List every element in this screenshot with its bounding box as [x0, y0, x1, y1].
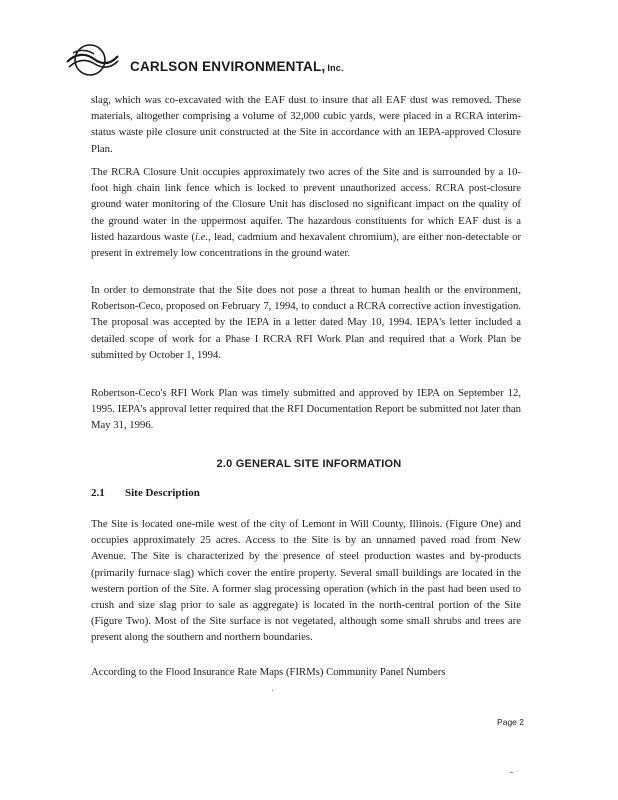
page-number: Page 2 — [497, 717, 524, 727]
closure-unit-text-part1: The RCRA Closure Unit occupies approximately two acres of the Site and is surrounded by a 10-foot high chain link fence which is locked to prevent unauthorized access. RCRA post-closure ground water monitoring of the Closure Unit has disclosed no significant impact on the quality of the ground water in the uppermost aquifer. The hazardous constituents for which EAF dust is a listed hazardous waste ( — [91, 166, 521, 243]
paragraph-flood-maps: According to the Flood Insurance Rate Maps (FIRMs) Community Panel Numbers — [91, 666, 446, 678]
paragraph-rfi-work-plan: Robertson-Ceco's RFI Work Plan was timely submitted and approved by IEPA on September 12, 1995. IEPA's approval letter required that the RFI Documentation Report be submitted not later than May 31, 1996. — [91, 387, 521, 432]
company-name — [130, 59, 344, 74]
section-heading: 2.0 GENERAL SITE INFORMATION — [216, 458, 402, 470]
paragraph-site-description: The Site is located one-mile west of the city of Lemont in Will County, Illinois. (Figure One) and occupies approximately 25 acres. Access to the Site is by an unnamed paved road from New Avenue. The Site is characterized by the presence of steel production wastes and by-products (primarily furnace slag) which cover the entire property. Several small buildings are located in the western portion of the Site. A former slag processing operation (which in the past had been used to crush and size slag prior to sale as aggregate) is located in the north-central portion of the Site (Figure Two). Most of the Site surface is not vegetated, although some small shrubs and trees are present along the southern and northern boundaries. — [91, 518, 521, 644]
company-logo-icon — [64, 40, 120, 80]
subsection-heading — [91, 487, 200, 499]
footer-mark: ' — [272, 688, 274, 697]
closure-unit-ie: i.e., — [195, 230, 211, 243]
scan-speck — [510, 772, 513, 773]
paragraph-slag-excavation: slag, which was co-excavated with the EAF dust to insure that all EAF dust was removed. These materials, altogether comprising a volume of 32,000 cubic yards, were placed in a RCRA interim-status waste pile closure unit constructed at the Site in accordance with an IEPA-approved Closure Plan. — [91, 94, 521, 155]
closure-unit-text-part2: lead, cadmium and hexavalent chromium), are either non-detectable or present in extremely low concentrations in the ground water. — [91, 230, 522, 260]
paragraph-corrective-action: In order to demonstrate that the Site does not pose a threat to human health or the environment, Robertson-Ceco, proposed on February 7, 1994, to conduct a RCRA corrective action investigation. The proposal was accepted by the IEPA in a letter dated May 10, 1994. IEPA's letter included a detailed scope of work for a Phase I RCRA RFI Work Plan and required that a Work Plan be submitted by October 1, 1994. — [91, 284, 521, 361]
subsection-number: 2.1 — [91, 487, 105, 499]
company-name-text: CARLSON ENVIRONMENTAL, — [130, 59, 326, 74]
company-suffix: Inc. — [327, 63, 344, 73]
paragraph-closure-unit — [91, 164, 521, 261]
subsection-title: Site Description — [125, 487, 200, 499]
letterhead — [64, 38, 444, 82]
